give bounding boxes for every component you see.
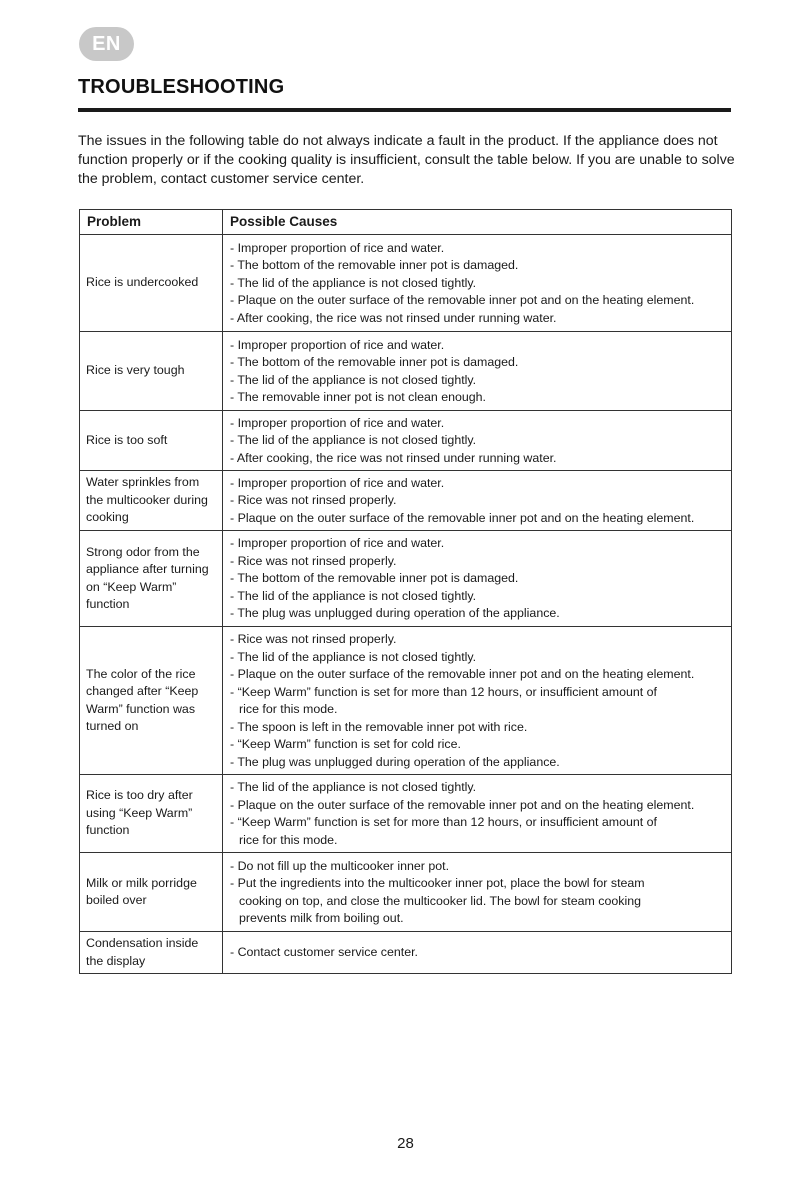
- cause-line: - The bottom of the removable inner pot is damaged.: [230, 571, 519, 586]
- causes-cell: [223, 531, 732, 627]
- table-row: [80, 411, 732, 471]
- cause-line: - The plug was unplugged during operation of the appliance.: [230, 606, 560, 621]
- cause-line: - The spoon is left in the removable inner pot with rice.: [230, 719, 528, 734]
- cause-line: - Improper proportion of rice and water.: [230, 240, 445, 255]
- problem-cell: Rice is very tough: [80, 332, 223, 411]
- cause-line: - The lid of the appliance is not closed tightly.: [230, 588, 477, 603]
- cause-line: - Improper proportion of rice and water.: [230, 337, 445, 352]
- causes-cell: [223, 853, 732, 932]
- table-row: [80, 932, 732, 974]
- cause-line: - The lid of the appliance is not closed tightly.: [230, 649, 477, 664]
- cause-line: - Do not fill up the multicooker inner pot.: [230, 858, 450, 873]
- problem-cell: Milk or milk porridge boiled over: [80, 853, 223, 932]
- table-row: [80, 471, 732, 531]
- cause-line: - “Keep Warm” function is set for more than 12 hours, or insufficient amount of: [230, 684, 657, 699]
- cause-line: rice for this mode.: [239, 702, 338, 716]
- causes-cell: [223, 775, 732, 853]
- causes-cell: [223, 627, 732, 775]
- cause-line: - The lid of the appliance is not closed tightly.: [230, 433, 477, 448]
- table-row: [80, 853, 732, 932]
- cause-line: - “Keep Warm” function is set for cold rice.: [230, 737, 461, 751]
- causes-cell: [223, 932, 732, 974]
- causes-cell: [223, 471, 732, 531]
- cause-line: cooking on top, and close the multicooker lid. The bowl for steam cooking: [239, 893, 641, 908]
- cause-line: - After cooking, the rice was not rinsed under running water.: [230, 310, 557, 325]
- page-title: TROUBLESHOOTING: [78, 76, 285, 98]
- cause-line: - Contact customer service center.: [230, 945, 418, 960]
- table-body: [80, 235, 732, 974]
- column-header-problem: Problem: [80, 210, 223, 235]
- cause-line: prevents milk from boiling out.: [239, 911, 404, 925]
- problem-cell: Condensation inside the display: [80, 932, 223, 974]
- table-row: [80, 235, 732, 332]
- cause-line: - Rice was not rinsed properly.: [230, 493, 397, 508]
- table-header-row: [80, 210, 732, 235]
- title-rule: [78, 108, 731, 112]
- cause-line: - Improper proportion of rice and water.: [230, 475, 445, 490]
- problem-cell: Water sprinkles from the multicooker during cooking: [80, 471, 223, 531]
- cause-line: - The lid of the appliance is not closed tightly.: [230, 780, 477, 794]
- intro-paragraph: The issues in the following table do not always indicate a fault in the product. If the appliance does not function properly or if the cooking quality is insufficient, consult the table below. If you are unable to solve the problem, contact customer service center.: [78, 133, 735, 187]
- cause-line: - Plaque on the outer surface of the removable inner pot and on the heating element.: [230, 797, 695, 812]
- cause-line: - Improper proportion of rice and water.: [230, 536, 445, 551]
- problem-cell: Rice is too dry after using “Keep Warm” function: [80, 775, 223, 853]
- table-row: [80, 531, 732, 627]
- causes-cell: [223, 411, 732, 471]
- cause-line: - After cooking, the rice was not rinsed under running water.: [230, 450, 557, 465]
- troubleshooting-table: [79, 209, 732, 974]
- causes-cell: [223, 332, 732, 411]
- language-badge: EN: [79, 27, 134, 61]
- cause-line: - The lid of the appliance is not closed tightly.: [230, 372, 477, 387]
- cause-line: - Rice was not rinsed properly.: [230, 632, 397, 646]
- cause-line: - The lid of the appliance is not closed tightly.: [230, 275, 477, 290]
- cause-line: - Put the ingredients into the multicooker inner pot, place the bowl for steam: [230, 876, 645, 890]
- cause-line: - Plaque on the outer surface of the removable inner pot and on the heating element.: [230, 667, 695, 681]
- page-number: 28: [397, 1135, 414, 1152]
- cause-line: - The removable inner pot is not clean enough.: [230, 390, 487, 404]
- cause-line: - Plaque on the outer surface of the removable inner pot and on the heating element.: [230, 510, 695, 525]
- column-header-causes: Possible Causes: [223, 210, 732, 235]
- cause-line: - “Keep Warm” function is set for more than 12 hours, or insufficient amount of: [230, 815, 657, 829]
- table-row: [80, 775, 732, 853]
- causes-cell: [223, 235, 732, 332]
- cause-line: rice for this mode.: [239, 832, 338, 847]
- cause-line: - Rice was not rinsed properly.: [230, 553, 397, 568]
- problem-cell: Rice is undercooked: [80, 235, 223, 332]
- problem-cell: Strong odor from the appliance after turning on “Keep Warm” function: [80, 531, 223, 627]
- table-row: [80, 627, 732, 775]
- problem-cell: Rice is too soft: [80, 411, 223, 471]
- cause-line: - Improper proportion of rice and water.: [230, 415, 445, 430]
- problem-cell: The color of the rice changed after “Keep Warm” function was turned on: [80, 627, 223, 775]
- cause-line: - Plaque on the outer surface of the removable inner pot and on the heating element.: [230, 293, 695, 308]
- table-row: [80, 332, 732, 411]
- cause-line: - The bottom of the removable inner pot is damaged.: [230, 258, 519, 273]
- cause-line: - The bottom of the removable inner pot is damaged.: [230, 355, 519, 369]
- cause-line: - The plug was unplugged during operation of the appliance.: [230, 754, 560, 769]
